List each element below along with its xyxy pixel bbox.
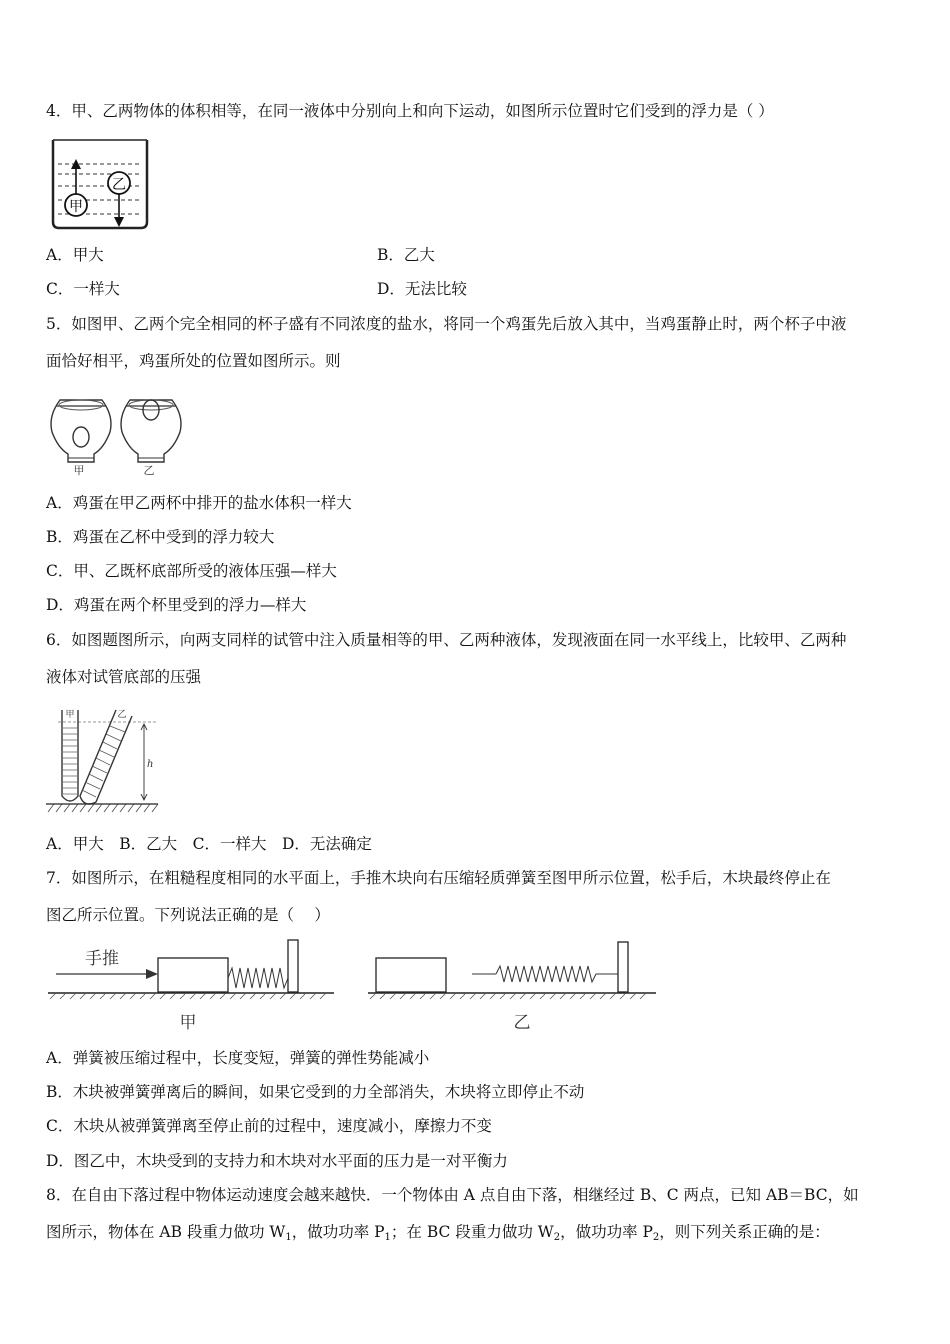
q8-text-e: ，则下列关系正确的是： <box>659 1223 830 1241</box>
q5-option-d: D．鸡蛋在两个杯里受到的浮力—样大 <box>46 596 307 614</box>
q8-stem-line2 <box>46 1221 830 1249</box>
q4-figure <box>50 138 152 232</box>
q6-options: A．甲大 B．乙大 C．一样大 D．无法确定 <box>46 835 372 853</box>
q8-text-a: 图所示，物体在 AB 段重力做功 W <box>46 1223 286 1241</box>
q8-sub-w1: 1 <box>285 1232 292 1243</box>
q7-fig-label-push: 手推 <box>85 949 119 969</box>
q7-option-c: C．木块从被弹簧弹离至停止前的过程中，速度减小，摩擦力不变 <box>46 1117 492 1135</box>
q4-stem: 4．甲、乙两物体的体积相等，在同一液体中分别向上和向下运动，如图所示位置时它们受到的浮力是（ ） <box>46 102 774 120</box>
q6-figure <box>44 704 160 816</box>
q8-text-d: ，做功功率 P <box>560 1223 653 1241</box>
q4-option-d: D．无法比较 <box>377 280 467 298</box>
q8-sub-p1: 1 <box>384 1232 391 1243</box>
q7-option-b: B．木块被弹簧弹离后的瞬间，如果它受到的力全部消失，木块将立即停止不动 <box>46 1083 585 1101</box>
q6-fig-label-jia: 甲 <box>65 710 75 720</box>
q5-figure <box>46 392 192 478</box>
q4-option-a: A．甲大 <box>46 246 104 264</box>
q6-stem-line2: 液体对试管底部的压强 <box>46 668 202 686</box>
q8-text-c: ；在 BC 段重力做功 W <box>390 1223 554 1241</box>
q5-fig-label-yi: 乙 <box>143 464 155 477</box>
q5-stem-line2: 面恰好相平，鸡蛋所处的位置如图所示。则 <box>46 352 341 370</box>
q6-fig-label-yi: 乙 <box>117 710 127 720</box>
q8-text-b: ，做功功率 P <box>291 1223 385 1241</box>
q7-stem-line1: 7．如图所示，在粗糙程度相同的水平面上，手推木块向右压缩轻质弹簧至图甲所示位置，松手后，木块最终停止在 <box>46 869 831 887</box>
q5-cup-jia <box>51 400 111 477</box>
q8-sub-w2: 2 <box>553 1232 561 1243</box>
q6-fig-label-h: h <box>147 759 154 770</box>
q5-option-a: A．鸡蛋在甲乙两杯中排开的盐水体积一样大 <box>46 494 352 512</box>
q5-fig-label-jia: 甲 <box>73 464 85 477</box>
q7-option-a: A．弹簧被压缩过程中，长度变短，弹簧的弹性势能减小 <box>46 1049 430 1067</box>
q4-option-c: C．一样大 <box>46 280 120 298</box>
q8-stem-line1: 8．在自由下落过程中物体运动速度会越来越快．一个物体由 A 点自由下落，相继经过 B、C 两点，已知 AB＝BC，如 <box>46 1186 859 1204</box>
q7-fig-label-jia: 甲 <box>179 1013 197 1033</box>
q6-stem-line1: 6．如图题图所示，向两支同样的试管中注入质量相等的甲、乙两种液体，发现液面在同一水平线上，比较甲、乙两种 <box>46 631 847 649</box>
q5-option-c: C．甲、乙既杯底部所受的液体压强—样大 <box>46 562 337 580</box>
q7-fig-label-yi: 乙 <box>513 1013 531 1033</box>
q4-option-b: B．乙大 <box>377 246 435 264</box>
q6-tube-yi <box>80 710 132 804</box>
q7-figure-yi <box>368 942 656 1033</box>
q5-cup-yi <box>121 400 181 477</box>
q4-fig-label-yi: 乙 <box>112 177 126 193</box>
q4-fig-label-jia: 甲 <box>69 199 83 215</box>
q7-figure-jia <box>48 940 334 1033</box>
q7-stem-line2: 图乙所示位置。下列说法正确的是（ ） <box>46 906 330 924</box>
q6-tube-jia <box>62 710 78 801</box>
q5-stem-line1: 5．如图甲、乙两个完全相同的杯子盛有不同浓度的盐水，将同一个鸡蛋先后放入其中，当鸡蛋静止时，两个杯子中液 <box>46 315 847 333</box>
q7-figure <box>44 936 664 1036</box>
q7-option-d: D．图乙中，木块受到的支持力和木块对水平面的压力是一对平衡力 <box>46 1152 508 1170</box>
q8-sub-p2: 2 <box>652 1232 660 1243</box>
q5-option-b: B．鸡蛋在乙杯中受到的浮力较大 <box>46 528 275 546</box>
